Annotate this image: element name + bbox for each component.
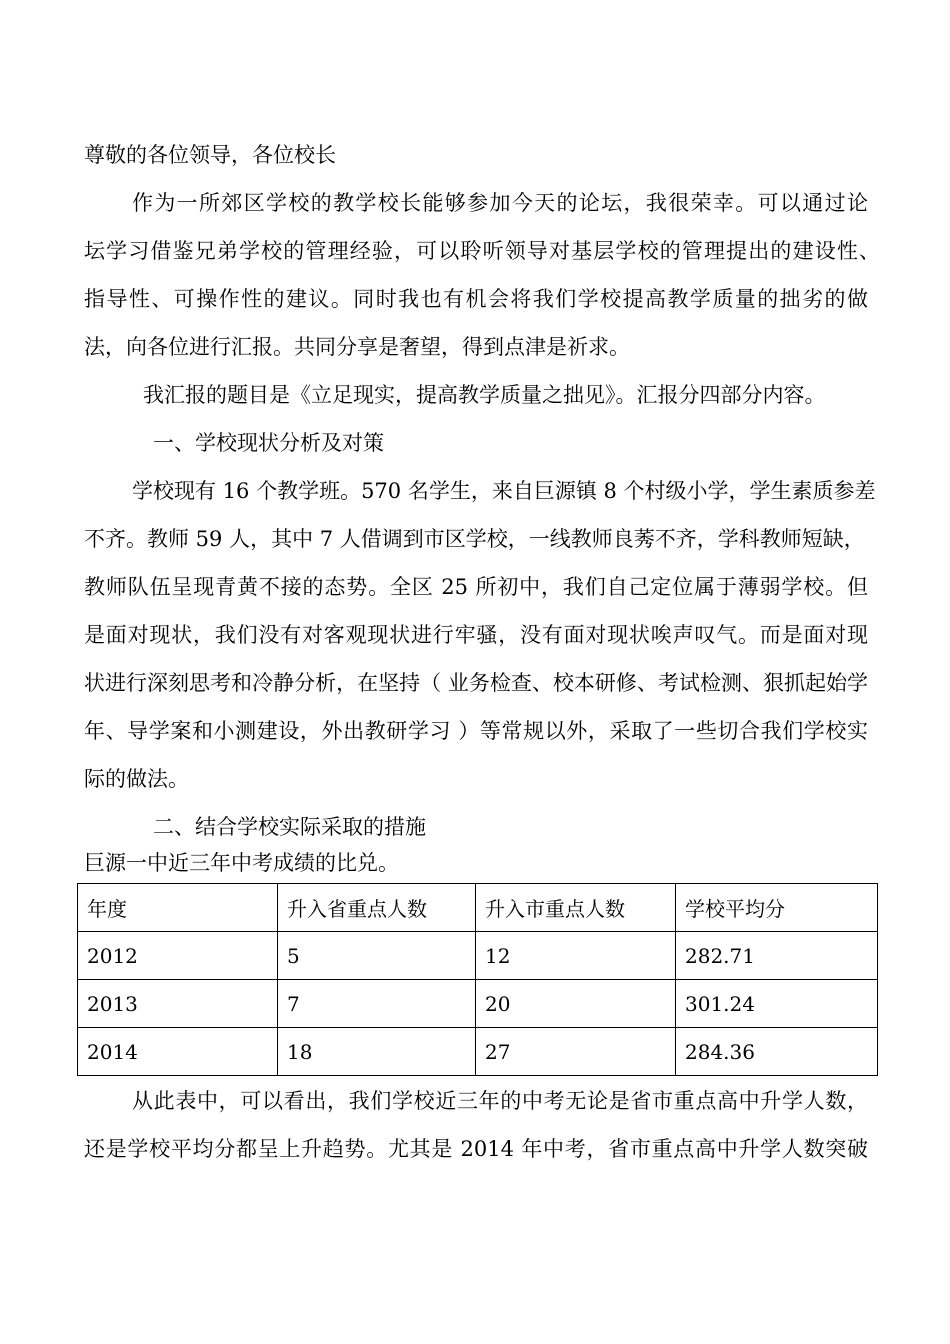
paragraph-line: 年、导学案和小测建设，外出教研学习 ）等常规以外，采取了一些切合我们学校实 bbox=[84, 719, 868, 743]
paragraph-line: 作为一所郊区学校的教学校长能够参加今天的论坛，我很荣幸。可以通过论 bbox=[132, 191, 868, 215]
table-row bbox=[78, 980, 878, 1028]
table-row bbox=[78, 932, 878, 980]
table-cell: 282.71 bbox=[676, 932, 878, 980]
section-heading-2: 二、结合学校实际采取的措施 bbox=[153, 815, 426, 839]
table-header-row bbox=[78, 884, 878, 932]
section-heading-1: 一、学校现状分析及对策 bbox=[153, 431, 384, 455]
report-title-line: 我汇报的题目是《立足现实，提高教学质量之拙见》。汇报分四部分内容。 bbox=[143, 383, 826, 407]
greeting: 尊敬的各位领导，各位校长 bbox=[84, 143, 336, 167]
header-cell: 升入市重点人数 bbox=[476, 884, 676, 932]
table-cell: 284.36 bbox=[676, 1028, 878, 1076]
table-cell: 5 bbox=[278, 932, 476, 980]
paragraph-line: 际的做法。 bbox=[84, 767, 189, 791]
table-cell: 2014 bbox=[78, 1028, 278, 1076]
paragraph-line: 教师队伍呈现青黄不接的态势。全区 25 所初中，我们自己定位属于薄弱学校。但 bbox=[84, 575, 868, 599]
table-cell: 27 bbox=[476, 1028, 676, 1076]
table-cell: 7 bbox=[278, 980, 476, 1028]
paragraph-line: 是面对现状，我们没有对客观现状进行牢骚，没有面对现状唉声叹气。而是面对现 bbox=[84, 623, 868, 647]
exam-results-table bbox=[77, 883, 878, 1076]
paragraph-line: 状进行深刻思考和冷静分析，在坚持（ 业务检查、校本研修、考试检测、狠抓起始学 bbox=[84, 671, 868, 695]
table-cell: 2013 bbox=[78, 980, 278, 1028]
table-row bbox=[78, 1028, 878, 1076]
paragraph-line: 法，向各位进行汇报。共同分享是奢望，得到点津是祈求。 bbox=[84, 335, 630, 359]
table-cell: 2012 bbox=[78, 932, 278, 980]
header-cell: 学校平均分 bbox=[676, 884, 878, 932]
table-cell: 18 bbox=[278, 1028, 476, 1076]
paragraph-line: 还是学校平均分都呈上升趋势。尤其是 2014 年中考，省市重点高中升学人数突破 bbox=[84, 1137, 868, 1161]
paragraph-line: 不齐。教师 59 人，其中 7 人借调到市区学校，一线教师良莠不齐，学科教师短缺， bbox=[84, 527, 865, 551]
table-cell: 12 bbox=[476, 932, 676, 980]
paragraph-line: 坛学习借鉴兄弟学校的管理经验，可以聆听领导对基层学校的管理提出的建设性、 bbox=[84, 239, 880, 263]
paragraph-line: 学校现有 16 个教学班。570 名学生，来自巨源镇 8 个村级小学，学生素质参差 bbox=[132, 479, 876, 503]
table-caption: 巨源一中近三年中考成绩的比兑。 bbox=[84, 851, 399, 875]
header-cell: 年度 bbox=[78, 884, 278, 932]
table-cell: 20 bbox=[476, 980, 676, 1028]
paragraph-line: 从此表中，可以看出，我们学校近三年的中考无论是省市重点高中升学人数， bbox=[132, 1089, 868, 1113]
header-cell: 升入省重点人数 bbox=[278, 884, 476, 932]
table-cell: 301.24 bbox=[676, 980, 878, 1028]
paragraph-line: 指导性、可操作性的建议。同时我也有机会将我们学校提高教学质量的拙劣的做 bbox=[84, 287, 868, 311]
